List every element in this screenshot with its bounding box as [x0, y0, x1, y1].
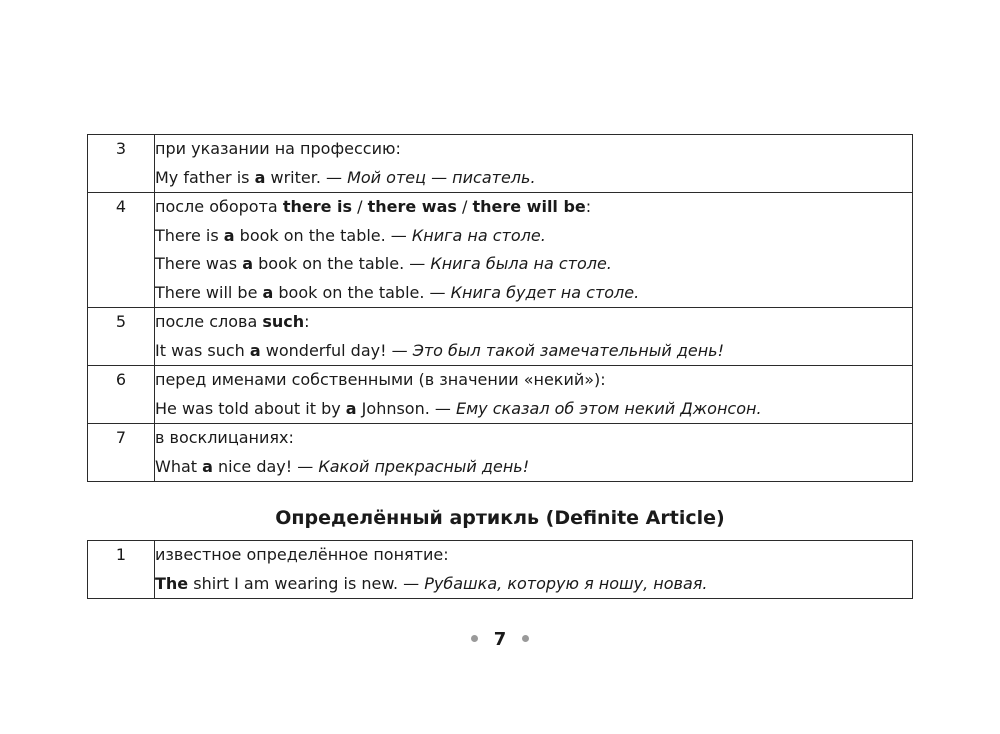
translation-text: Книга была на столе.	[430, 254, 612, 273]
rule-cell	[155, 541, 913, 599]
row-number: 4	[88, 193, 155, 308]
bold-fragment: a	[202, 456, 213, 476]
text-fragment: What	[155, 456, 203, 476]
decorative-dot-icon	[471, 635, 478, 642]
text-fragment: There is	[155, 225, 224, 245]
bold-fragment: a	[262, 282, 274, 302]
text-fragment: nice day! —	[212, 456, 319, 476]
translation-text: Какой прекрасный день!	[318, 456, 530, 476]
bold-fragment: there will be	[472, 197, 586, 216]
bold-fragment: a	[254, 167, 266, 187]
text-fragment: book on the table. —	[253, 254, 431, 273]
table-row	[88, 308, 913, 366]
rule-cell	[155, 135, 913, 193]
text-fragment: /	[456, 197, 473, 216]
example-sentence	[155, 395, 912, 424]
text-fragment: при указании на профессию:	[155, 139, 401, 158]
text-fragment: /	[352, 197, 368, 216]
text-fragment: :	[585, 197, 592, 216]
rule-text	[155, 308, 912, 337]
rule-cell	[155, 424, 913, 482]
table-row	[88, 424, 913, 482]
text-fragment: перед именами собственными (в значении «некий»):	[155, 370, 606, 389]
rule-text	[155, 193, 912, 222]
rule-text	[155, 135, 912, 164]
translation-text: Это был такой замечательный день!	[412, 340, 725, 360]
row-number: 3	[88, 135, 155, 193]
example-sentence	[155, 453, 912, 482]
bold-fragment: a	[249, 340, 261, 360]
decorative-dot-icon	[522, 635, 529, 642]
translation-text: Ему сказал об этом некий Джонсон.	[456, 398, 762, 418]
row-number: 6	[88, 366, 155, 424]
translation-text: Книга будет на столе.	[450, 282, 640, 302]
rule-text	[155, 424, 912, 453]
page-footer	[0, 628, 1000, 652]
text-fragment: There will be	[155, 282, 263, 302]
bold-fragment: there is	[282, 197, 353, 216]
bold-fragment: a	[345, 398, 357, 418]
bold-fragment: a	[242, 254, 254, 273]
text-fragment: после слова	[155, 312, 263, 331]
table-row	[88, 193, 913, 308]
indefinite-article-usage-table	[87, 134, 913, 482]
row-number: 5	[88, 308, 155, 366]
text-fragment: It was such	[155, 340, 250, 360]
text-fragment: Johnson. —	[356, 398, 456, 418]
text-fragment: My father is	[155, 167, 255, 187]
text-fragment: He was told about it by	[155, 398, 346, 418]
text-fragment: в восклицаниях:	[155, 428, 294, 447]
rule-cell	[155, 193, 913, 308]
translation-text: Рубашка, которую я ношу, новая.	[424, 573, 708, 593]
translation-text: Мой отец — писатель.	[347, 167, 536, 187]
rule-text	[155, 366, 912, 395]
example-sentence	[155, 250, 912, 279]
page-number: 7	[493, 629, 507, 650]
text-fragment: wonderful day! —	[260, 340, 413, 360]
table-row	[88, 366, 913, 424]
rule-cell	[155, 308, 913, 366]
text-fragment: shirt I am wearing is new. —	[188, 573, 425, 593]
text-fragment: известное определённое понятие:	[155, 545, 449, 564]
example-sentence	[155, 164, 912, 193]
bold-fragment: such	[262, 312, 305, 331]
bold-fragment: there was	[367, 197, 457, 216]
definite-article-usage-table	[87, 540, 913, 599]
rule-cell	[155, 366, 913, 424]
text-fragment: book on the table. —	[234, 225, 412, 245]
table-body	[88, 135, 913, 482]
bold-fragment: The	[155, 573, 189, 593]
text-fragment: :	[304, 312, 310, 331]
table-body	[88, 541, 913, 599]
example-sentence	[155, 279, 912, 308]
text-fragment: writer. —	[265, 167, 348, 187]
section-title: Определённый артикль (Definite Article)	[275, 507, 725, 529]
text-fragment: book on the table. —	[273, 282, 451, 302]
text-fragment: There was	[155, 254, 243, 273]
translation-text: Книга на столе.	[411, 225, 546, 245]
row-number: 1	[88, 541, 155, 599]
rule-text	[155, 541, 912, 570]
example-sentence	[155, 222, 912, 251]
example-sentence	[155, 570, 912, 599]
example-sentence	[155, 337, 912, 366]
row-number: 7	[88, 424, 155, 482]
table-row	[88, 135, 913, 193]
table-row	[88, 541, 913, 599]
text-fragment: после оборота	[155, 197, 283, 216]
bold-fragment: a	[223, 225, 235, 245]
